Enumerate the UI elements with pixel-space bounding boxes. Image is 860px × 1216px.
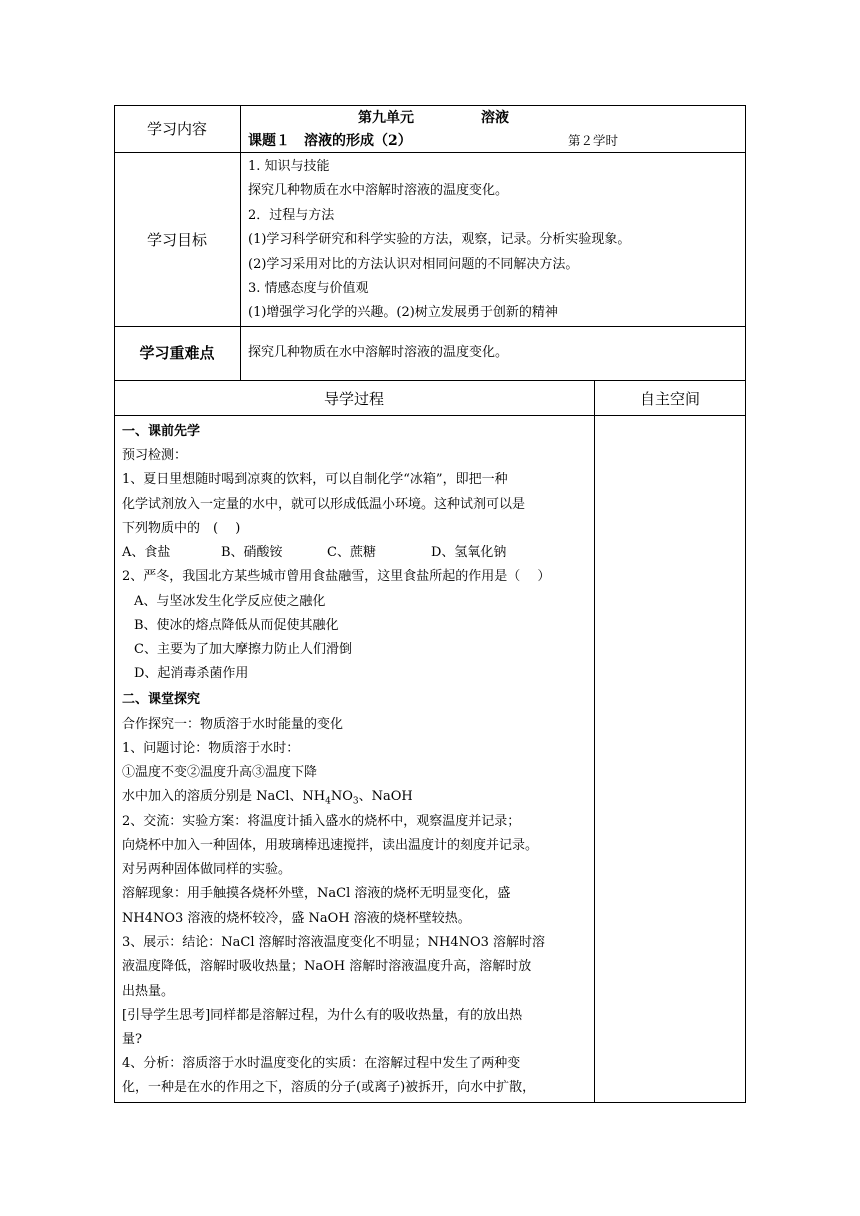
paragraph-line: NH4NO3 溶液的烧杯较冷，盛 NaOH 溶液的烧杯壁较热。 (122, 911, 471, 926)
paragraph-line: 溶解现象：用手触摸各烧杯外壁，NaCl 溶液的烧杯无明显变化，盛 (122, 886, 511, 901)
label-key-points: 学习重难点 (139, 344, 215, 362)
subscript: 3 (352, 796, 359, 807)
paragraph-line: 量? (122, 1032, 142, 1047)
section-heading-class-inquiry: 二、课堂探究 (122, 692, 201, 707)
paragraph-line: [引导学生思考]同样都是溶解过程，为什么有的吸收热量，有的放出热 (122, 1008, 523, 1023)
row-divider (114, 415, 746, 416)
option-a: A、与坚冰发生化学反应使之融化 (134, 594, 326, 609)
column-divider (240, 105, 241, 380)
unit-topic: 溶液 (481, 110, 509, 126)
column-header-guide: 导学过程 (323, 390, 384, 408)
question-text: 化学试剂放入一定量的水中，就可以形成低温小环境。这种试剂可以是 (122, 497, 526, 512)
goal-line: (1)学习科学研究和科学实验的方法，观察，记录。分析实验现象。 (248, 232, 631, 247)
goal-line: 3. 情感态度与价值观 (248, 281, 369, 296)
option-d: D、起消毒杀菌作用 (134, 666, 249, 681)
solutes-prefix: 水中加入的溶质分别是 NaCl、NH (122, 789, 326, 804)
paragraph-line: 出热量。 (122, 984, 175, 999)
lesson-title: 课题１ 溶液的形成（2） (248, 133, 412, 149)
section-subheading: 预习检测： (122, 448, 188, 463)
solutes-suffix: 、NaOH (358, 789, 413, 804)
label-learning-goals: 学习目标 (146, 231, 207, 249)
column-divider (594, 380, 595, 1103)
paragraph-line: 3、展示：结论：NaCl 溶解时溶液温度变化不明显；NH4NO3 溶解时溶 (122, 935, 546, 950)
question-text: 1、夏日里想随时喝到凉爽的饮料，可以自制化学“冰箱”，即把一种 (122, 472, 508, 487)
option-d: D、氢氧化钠 (431, 545, 507, 560)
row-divider (114, 326, 746, 327)
question-text: 下列物质中的 ( ) (122, 521, 241, 536)
column-header-space: 自主空间 (639, 390, 700, 408)
solutes-mid: NO (330, 789, 353, 804)
option-b: B、硝酸铵 (221, 545, 283, 560)
paragraph-line: 液温度降低，溶解时吸收热量；NaOH 溶解时溶液温度升高，溶解时放 (122, 959, 532, 974)
option-c: C、主要为了加大摩擦力防止人们滑倒 (134, 642, 352, 657)
label-learning-content: 学习内容 (146, 120, 207, 138)
option-a: A、食盐 (122, 545, 171, 560)
unit-title: 第九单元 (358, 110, 414, 126)
goal-line: (1)增强学习化学的兴趣。(2)树立发展勇于创新的精神 (248, 305, 558, 320)
paragraph-line: 对另两种固体做同样的实验。 (122, 862, 292, 877)
paragraph-line: ①温度不变②温度升高③温度下降 (122, 765, 318, 780)
key-points-text: 探究几种物质在水中溶解时溶液的温度变化。 (248, 345, 509, 360)
goal-line: 探究几种物质在水中溶解时溶液的温度变化。 (248, 183, 509, 198)
goal-line: (2)学习采用对比的方法认识对相同问题的不同解决方法。 (248, 257, 579, 272)
lesson-period: 第２学时 (568, 133, 619, 148)
section-heading-pre-study: 一、课前先学 (122, 424, 201, 439)
row-divider (114, 380, 746, 381)
subscript: 4 (325, 796, 331, 807)
option-b: B、使冰的熔点降低从而促使其融化 (134, 618, 339, 633)
paragraph-line: 化，一种是在水的作用之下，溶质的分子(或离子)被拆开，向水中扩散， (122, 1080, 536, 1095)
paragraph-line: 1、问题讨论：物质溶于水时： (122, 741, 300, 756)
option-c: C、蔗糖 (327, 545, 376, 560)
paragraph-line: 2、交流：实验方案：将温度计插入盛水的烧杯中，观察温度并记录； (122, 814, 521, 829)
paragraph-line: 向烧杯中加入一种固体，用玻璃棒迅速搅拌，读出温度计的刻度并记录。 (122, 838, 539, 853)
row-divider (114, 152, 746, 153)
paragraph-line: 4、分析：溶质溶于水时温度变化的实质：在溶解过程中发生了两种变 (122, 1056, 521, 1071)
goal-line: 2．过程与方法 (248, 208, 335, 223)
goal-line: 1. 知识与技能 (248, 159, 330, 174)
question-text: 2、严冬，我国北方某些城市曾用食盐融雪，这里食盐所起的作用是（ ） (122, 569, 551, 584)
paragraph-line: 合作探究一：物质溶于水时能量的变化 (122, 717, 344, 732)
